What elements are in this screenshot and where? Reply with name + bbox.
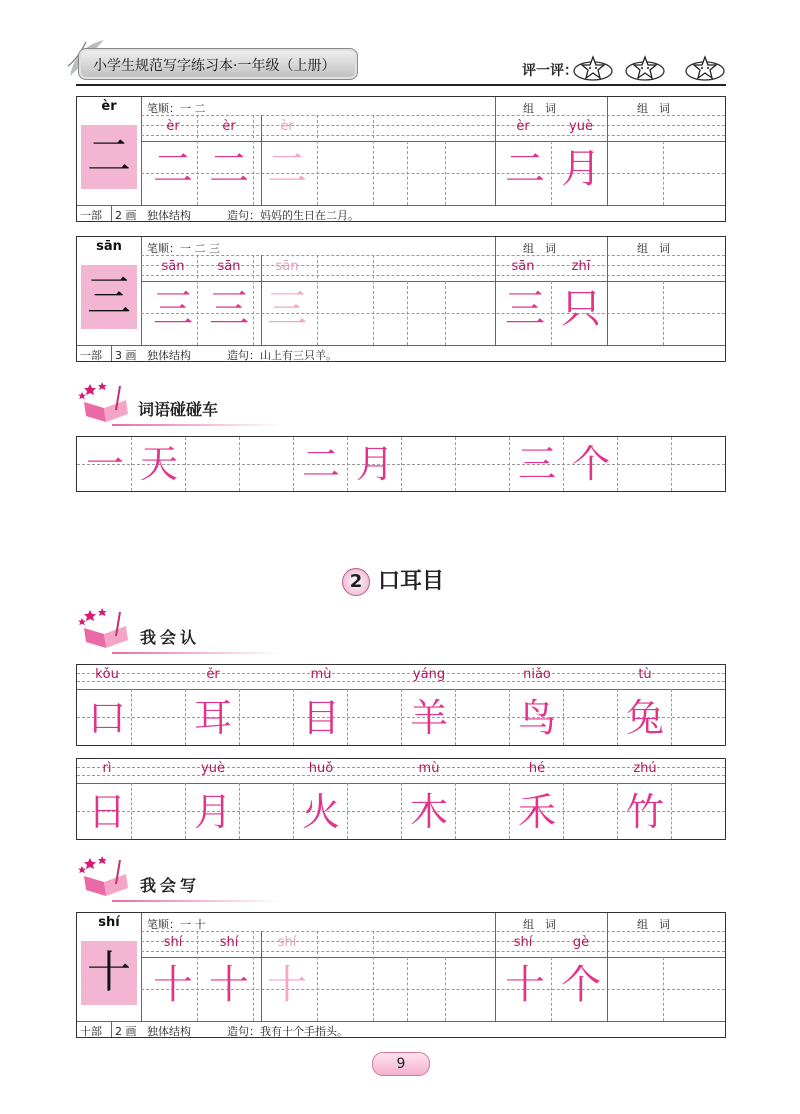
word-char: 个 bbox=[561, 962, 601, 1008]
word-pinyin: shí bbox=[513, 935, 533, 950]
recognize-char: 兔 bbox=[625, 696, 664, 740]
word-char: 十 bbox=[505, 962, 545, 1008]
model-pinyin: sān bbox=[96, 239, 122, 254]
zuci-label: 组 词 bbox=[523, 242, 556, 255]
recognize-row-1 bbox=[76, 664, 726, 746]
word-pinyin: yuè bbox=[569, 119, 593, 134]
trace-pinyin: shí bbox=[219, 935, 239, 950]
zuci-label: 组 词 bbox=[637, 242, 670, 255]
recognize-pinyin: hé bbox=[528, 761, 546, 776]
word-char: 月 bbox=[561, 146, 601, 192]
structure: 独体结构 bbox=[147, 349, 191, 362]
section-title-write: 我会写 bbox=[140, 876, 201, 895]
word-char: 只 bbox=[561, 286, 601, 332]
header-rule bbox=[76, 84, 726, 86]
recognize-char: 竹 bbox=[625, 790, 664, 834]
zuci-label: 组 词 bbox=[523, 102, 556, 115]
model-pinyin: shí bbox=[98, 915, 120, 930]
practice-block-shi bbox=[76, 912, 726, 1038]
model-char: 三 bbox=[87, 271, 131, 322]
structure: 独体结构 bbox=[147, 209, 191, 222]
recognize-char: 日 bbox=[87, 790, 126, 834]
practice-block-san bbox=[76, 236, 726, 362]
structure: 独体结构 bbox=[147, 1025, 191, 1038]
recognize-pinyin: niǎo bbox=[523, 667, 551, 682]
lesson-number: 2 bbox=[342, 568, 370, 596]
recognize-char: 木 bbox=[409, 790, 448, 834]
book-stars-icon bbox=[76, 854, 136, 898]
stroke-order-label: 笔顺： bbox=[147, 102, 180, 115]
stroke-count: 2 画 bbox=[115, 1025, 137, 1038]
practice-block-er bbox=[76, 96, 726, 222]
word-char: 二 bbox=[301, 442, 340, 486]
recognize-row-2 bbox=[76, 758, 726, 840]
zuci-label: 组 词 bbox=[637, 918, 670, 931]
trace-char: 十 bbox=[267, 962, 307, 1008]
recognize-pinyin: zhú bbox=[633, 761, 657, 776]
lesson-title bbox=[342, 564, 444, 596]
trace-pinyin: èr bbox=[222, 119, 236, 134]
section-underline bbox=[112, 900, 282, 902]
recognize-pinyin: rì bbox=[102, 761, 112, 776]
word-pinyin: sān bbox=[511, 259, 535, 274]
trace-pinyin: sān bbox=[161, 259, 185, 274]
recognize-char: 鸟 bbox=[517, 696, 556, 740]
radical: 一部 bbox=[80, 349, 102, 362]
recognize-pinyin: mù bbox=[310, 667, 332, 682]
recognize-pinyin: mù bbox=[418, 761, 440, 776]
example-sentence: 造句：妈妈的生日在二月。 bbox=[227, 209, 359, 222]
star-rating-icon[interactable] bbox=[684, 54, 726, 82]
trace-pinyin: èr bbox=[280, 119, 294, 134]
recognize-char: 月 bbox=[193, 790, 232, 834]
book-title: 小学生规范写字练习本·一年级（上册） bbox=[93, 58, 336, 74]
radical: 一部 bbox=[80, 209, 102, 222]
star-rating-icon[interactable] bbox=[624, 54, 666, 82]
stroke-order-label: 笔顺： bbox=[147, 918, 180, 931]
word-char: 二 bbox=[505, 146, 545, 192]
word-char: 天 bbox=[139, 442, 178, 486]
section-underline bbox=[112, 424, 282, 426]
stroke-count: 3 画 bbox=[115, 349, 137, 362]
word-char: 个 bbox=[571, 442, 610, 486]
radical: 十部 bbox=[80, 1025, 102, 1038]
recognize-char: 羊 bbox=[409, 696, 448, 740]
example-sentence: 造句：山上有三只羊。 bbox=[227, 349, 337, 362]
book-stars-icon bbox=[76, 380, 136, 424]
trace-char: 十 bbox=[153, 962, 193, 1008]
trace-char: 三 bbox=[153, 286, 193, 332]
book-stars-icon bbox=[76, 606, 136, 650]
trace-pinyin: shí bbox=[277, 935, 297, 950]
trace-char: 三 bbox=[209, 286, 249, 332]
word-char: 三 bbox=[505, 286, 545, 332]
page-number: 9 bbox=[372, 1052, 430, 1076]
model-char: 十 bbox=[87, 947, 131, 998]
book-title-banner bbox=[78, 48, 358, 80]
word-char: 三 bbox=[517, 442, 556, 486]
trace-char: 三 bbox=[267, 286, 307, 332]
trace-char: 十 bbox=[209, 962, 249, 1008]
recognize-char: 耳 bbox=[193, 696, 232, 740]
word-pinyin: èr bbox=[516, 119, 530, 134]
recognize-pinyin: ěr bbox=[206, 667, 220, 682]
recognize-pinyin: kǒu bbox=[95, 667, 119, 682]
section-underline bbox=[112, 652, 282, 654]
zuci-label: 组 词 bbox=[637, 102, 670, 115]
stroke-order-label: 笔顺： bbox=[147, 242, 180, 255]
lesson-name: 口耳目 bbox=[378, 569, 445, 594]
model-pinyin: èr bbox=[101, 99, 117, 114]
trace-char: 二 bbox=[153, 146, 193, 192]
stroke-order: 一 二 bbox=[180, 102, 206, 115]
trace-pinyin: èr bbox=[166, 119, 180, 134]
recognize-pinyin: yáng bbox=[412, 667, 446, 682]
rating-label: 评一评： bbox=[522, 63, 578, 79]
stroke-order: 一 十 bbox=[180, 918, 206, 931]
word-char: 月 bbox=[355, 442, 394, 486]
recognize-char: 火 bbox=[301, 790, 340, 834]
recognize-pinyin: huǒ bbox=[308, 761, 334, 776]
trace-pinyin: sān bbox=[217, 259, 241, 274]
stroke-order: 一 二 三 bbox=[180, 242, 220, 255]
trace-char: 二 bbox=[209, 146, 249, 192]
section-title-words: 词语碰碰车 bbox=[138, 400, 219, 419]
trace-char: 二 bbox=[267, 146, 307, 192]
word-practice-grid bbox=[76, 436, 726, 492]
word-char: 一 bbox=[85, 442, 124, 486]
trace-pinyin: shí bbox=[163, 935, 183, 950]
recognize-char: 禾 bbox=[517, 790, 556, 834]
example-sentence: 造句：我有十个手指头。 bbox=[227, 1025, 348, 1038]
word-pinyin: gè bbox=[572, 935, 590, 950]
section-title-recognize: 我会认 bbox=[140, 628, 201, 647]
recognize-char: 目 bbox=[301, 696, 340, 740]
star-rating-icon[interactable] bbox=[572, 54, 614, 82]
word-pinyin: zhī bbox=[571, 259, 591, 274]
trace-pinyin: sān bbox=[275, 259, 299, 274]
zuci-label: 组 词 bbox=[523, 918, 556, 931]
stroke-count: 2 画 bbox=[115, 209, 137, 222]
recognize-pinyin: yuè bbox=[201, 761, 225, 776]
recognize-char: 口 bbox=[87, 696, 126, 740]
recognize-pinyin: tù bbox=[638, 667, 652, 682]
model-char: 二 bbox=[87, 131, 131, 182]
